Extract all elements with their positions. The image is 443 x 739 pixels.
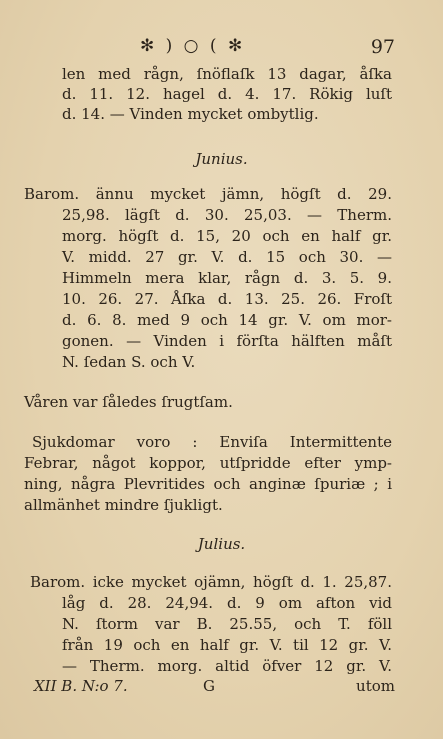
text-line: Våren var ſåledes ſrugtſam. bbox=[24, 393, 233, 411]
sheet-letter: G bbox=[203, 677, 215, 695]
text-line: ning, några Plevritides och anginæ ſpuriæ ; i bbox=[24, 475, 392, 493]
text-line: len med rågn, ſnöflaſk 13 dagar, åſka bbox=[62, 65, 392, 83]
text-line: V. midd. 27 gr. V. d. 15 och 30. — bbox=[62, 248, 392, 266]
catchword: utom bbox=[356, 677, 395, 695]
text-line: Himmeln mera klar, rågn d. 3. 5. 9. bbox=[62, 269, 392, 287]
month-heading-junius: Junius. bbox=[195, 150, 248, 168]
text-line: N. ſedan S. och V. bbox=[62, 353, 196, 371]
text-line: Barom. icke mycket ojämn, högſt d. 1. 25,87. bbox=[30, 573, 392, 591]
header-ornament: ✻ ) ○ ( ✻ bbox=[140, 36, 246, 56]
month-heading-julius: Julius. bbox=[197, 535, 246, 553]
text-line: gonen. — Vinden i förſta hälften måſt bbox=[62, 332, 392, 350]
text-line: Sjukdomar voro : Enviſa Intermittente bbox=[32, 433, 392, 451]
text-line: allmänhet mindre ſjukligt. bbox=[24, 496, 223, 514]
text-line: d. 11. 12. hagel d. 4. 17. Rökig luſt bbox=[62, 85, 392, 103]
text-line: 10. 26. 27. Åſka d. 13. 25. 26. Froſt bbox=[62, 290, 392, 308]
text-line: d. 14. — Vinden mycket ombytlig. bbox=[62, 105, 319, 123]
text-line: från 19 och en half gr. V. til 12 gr. V. bbox=[62, 636, 392, 654]
text-line: morg. högſt d. 15, 20 och en half gr. bbox=[62, 227, 392, 245]
signature-mark: XII B. N:o 7. bbox=[34, 677, 128, 695]
text-line: Barom. ännu mycket jämn, högſt d. 29. bbox=[24, 185, 392, 203]
text-line: — Therm. morg. altid öfver 12 gr. V. bbox=[62, 657, 392, 675]
page-header bbox=[0, 36, 443, 60]
text-line: d. 6. 8. med 9 och 14 gr. V. om mor- bbox=[62, 311, 392, 329]
text-line: Febrar, något koppor, utſpridde efter ymp- bbox=[24, 454, 392, 472]
page-number: 97 bbox=[370, 36, 395, 58]
text-line: låg d. 28. 24,94. d. 9 om afton vid bbox=[62, 594, 392, 612]
text-line: N. ſtorm var B. 25.55, och T. föll bbox=[62, 615, 392, 633]
text-line: 25,98. lägſt d. 30. 25,03. — Therm. bbox=[62, 206, 392, 224]
